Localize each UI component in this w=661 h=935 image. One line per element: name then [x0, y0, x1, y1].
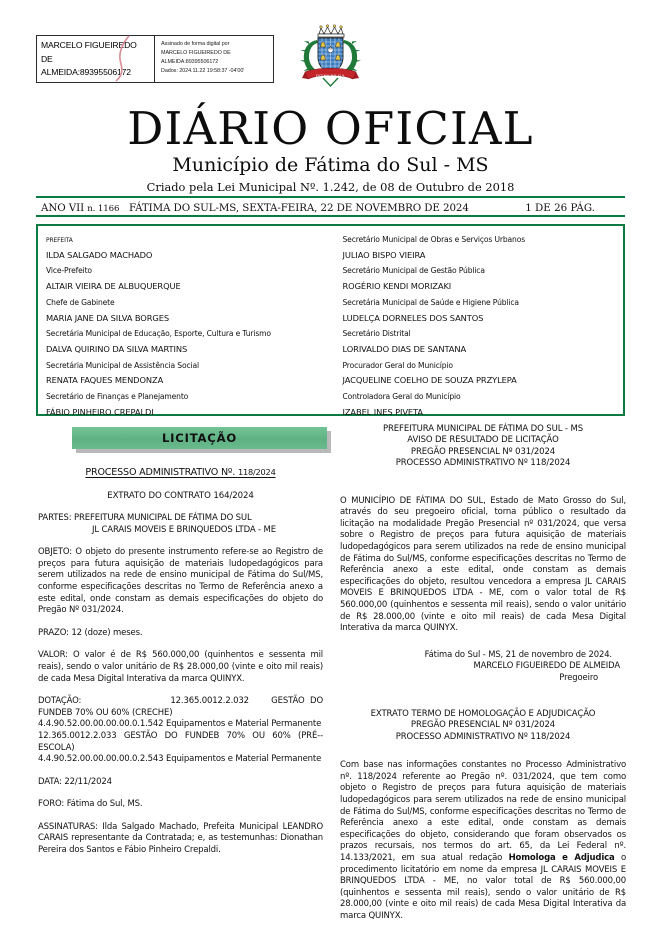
official-name: DALVA QUIRINO DA SILVA MARTINS [46, 343, 188, 354]
official-role: Vice-Prefeito [46, 266, 92, 276]
official-role: Secretário de Finanças e Planejamento [46, 392, 189, 402]
officials-column-right [331, 226, 624, 417]
official-role: Secretária Municipal de Educação, Esporte, Cultura e Turismo [46, 329, 271, 339]
page-count: 1 DE 26 PÁG. [525, 202, 595, 214]
banner-label: LICITAÇÃO [72, 427, 327, 449]
digital-signature-stamp [36, 35, 274, 83]
masthead-title: DIÁRIO OFICIAL [127, 102, 534, 155]
official-role: prefeita [46, 234, 73, 244]
valor-paragraph: VALOR: O valor é de R$ 560.000,00 (quinhentos e sessenta mil reais), sendo o valor unitário de R$ 28.000,00 (vinte e oito mil reais) de cada Mesa Digital Interativa da marca QUINYX. [38, 650, 323, 684]
issue-place-date: FÁTIMA DO SUL-MS, SEXTA-FEIRA, 22 DE NOVEMBRO DE 2024 [128, 202, 469, 214]
homologacao-paragraph [340, 760, 626, 922]
masthead-law-reference: Criado pela Lei Municipal Nº. 1.242, de 08 de Outubro de 2018 [146, 180, 515, 194]
section-banner-licitacao [72, 427, 327, 449]
official-name: IZABEL INES PIVETA [342, 406, 423, 417]
issue-year: ANO VII [41, 202, 85, 214]
masthead-subtitle: Município de Fátima do Sul - MS [172, 154, 489, 176]
official-role: Secretário Municipal de Obras e Serviços Urbanos [342, 235, 525, 244]
partes-block [38, 513, 323, 536]
officials-column-left [38, 226, 331, 417]
assinaturas-paragraph: ASSINATURAS: Ilda Salgado Machado, Prefeita Municipal LEANDRO CARAIS representante da Contratada; e, as testemunhas: Dionathan Pereira dos Santos e Fábio Pinheiro Crepaldi. [38, 821, 323, 856]
official-role: Procurador Geral do Município [342, 360, 453, 370]
municipal-coat-of-arms [299, 22, 362, 92]
homologacao-heading: EXTRATO TERMO DE HOMOLOGAÇÃO E ADJUDICAÇÃO PREGÃO PRESENCIAL Nº 031/2024 PROCESSO ADMINISTRATIVO Nº 118/2024 [370, 708, 596, 742]
official-name: ROGÉRIO KENDI MORIZAKI [342, 281, 452, 292]
signature-metadata: Assinado de forma digital por MARCELO FIGUEIREDO DE ALMEIDA:89395506172 Dados: 2024.11.22 19:58:37 -04'00' [161, 41, 245, 74]
official-name: MARIA JANE DA SILVA BORGES [46, 312, 170, 323]
objeto-paragraph: OBJETO: O objeto do presente instrumento refere-se ao Registro de preços para futura aquisição de materiais ludopedagógicos para serem utilizados na rede de ensino municipal de Fátima do Sul/MS, conforme especificações descritas no Termo de Referência anexo a este edital, onde constam as demais especificações do objeto do Pregão Nº 031/2024. [38, 547, 323, 616]
homologa-adjudica-emphasis: Homologa e Adjudica [508, 852, 615, 863]
left-text-column [38, 466, 323, 857]
spacer [340, 743, 626, 760]
official-name: ALTAIR VIEIRA DE ALBUQUERQUE [46, 281, 181, 292]
dotacao-line-3: 12.365.0012.2.033 GESTÃO DO FUNDEB 70% OU 60% (PRÉ--ESCOLA) [38, 730, 323, 753]
issue-info-bar [36, 196, 625, 217]
aviso-resultado-paragraph: O MUNICÍPIO DE FÁTIMA DO SUL, Estado de Mato Grosso do Sul, através do seu pregoeiro oficial, torna público o resultado da licitação na modalidade Pregão Presencial nº 031/2024, que versa sobre o Registro de preços para futura aquisição de materiais ludopedagógicos para serem utilizados na rede de ensino municipal de Fátima do Sul/MS, conforme especificações descritas no Termo de Referência anexo a este edital, onde constam as demais especificações do objeto, resultou vencedora a empresa JL CARAIS MOVEIS E BRINQUEDOS LTDA - ME, com o valor total de R$ 560.000,00 (quinhentos e sessenta mil reais), sendo o valor unitário de R$ 28.000,00 (vinte e oito mil reais) de cada Mesa Digital Interativa da marca QUINYX. [340, 495, 626, 634]
official-name: JACQUELINE COELHO DE SOUZA PRZYLEPA [342, 375, 517, 386]
official-role: Secretária Municipal de Saúde e Higiene Pública [342, 297, 519, 307]
official-name: LUDELÇA DORNELES DOS SANTOS [342, 312, 484, 323]
extrato-contrato-heading: EXTRATO DO CONTRATO 164/2024 [107, 491, 254, 501]
dotacao-line-2: 4.4.90.52.00.00.00.00.0.1.542 Equipamentos e Material Permanente [38, 719, 322, 730]
dotacao-line-4: 4.4.90.52.00.00.00.00.0.2.543 Equipamentos e Material Permanente [38, 754, 322, 765]
right-text-column [340, 424, 626, 923]
dotacao-block [38, 696, 323, 766]
data-line: DATA: 22/11/2024 [38, 776, 112, 787]
official-name: ILDA SALGADO MACHADO [46, 249, 153, 260]
signature-signer-name: MARCELO FIGUEIREDO DE ALMEIDA:89395506172 [41, 40, 137, 78]
foro-line: FORO: Fátima do Sul, MS. [38, 799, 143, 810]
official-name: LORIVALDO DIAS DE SANTANA [342, 343, 467, 354]
left-processo-heading: PROCESSO ADMINISTRATIVO Nº. 118/2024 [85, 467, 276, 478]
homologacao-text-part-1: Com base nas informações constantes no Processo Administrativo nº. 118/2024 referente ao Pregão nº. 031/2024, que tem como objeto o Registro de preços para futura aquisição de materiais ludopedagógicos para serem utilizados na rede de ensino municipal de Fátima do Sul/MS, conforme especificações descritas no Termo de Referência anexo a este edital, onde constam as demais especificações do objeto, considerando que foram observados os prazos recursais, nos termos do art. 65, da Lei Federal nº. 14.133/2021, em sua atual redação [340, 760, 626, 863]
signature-officer-role: Pregoeiro [559, 671, 598, 682]
dotacao-line-1: DOTAÇÃO: 12.365.0012.2.032 GESTÃO DO FUNDEB 70% OU 60% (CRECHE) [38, 696, 323, 718]
prazo-line: PRAZO: 12 (doze) meses. [38, 627, 143, 638]
official-role: Secretário Distrital [342, 329, 411, 339]
official-name: RENATA FAQUES MENDONZA [46, 375, 164, 386]
spacer [340, 470, 626, 496]
partes-line-2: JL CARAIS MOVEIS E BRINQUEDOS LTDA - ME [92, 524, 276, 535]
homologacao-text-part-2: o procedimento licitatório em nome da empresa JL CARAIS MOVEIS E BRINQUEDOS LTDA - ME, no valor total de R$ 560.000,00 (quinhentos e sessenta mil reais), sendo o valor unitário de R$ 28.000,00 (vinte e oito mil reais) de cada Mesa Digital Interativa da marca QUINYX. [340, 852, 627, 921]
signature-place-date: Fátima do Sul - MS, 21 de novembro de 2024. [424, 648, 612, 659]
issue-number: n. 1166 [87, 204, 120, 214]
pregoeiro-signature-block [340, 649, 626, 683]
signature-officer-name: MARCELO FIGUEIREDO DE ALMEIDA [473, 660, 620, 671]
svg-text:FATIMA DO SUL: FATIMA DO SUL [315, 74, 346, 78]
municipal-officials-box [36, 224, 625, 416]
issue-identifier [41, 202, 469, 214]
aviso-resultado-heading: PREFEITURA MUNICIPAL DE FÁTIMA DO SUL - MS AVISO DE RESULTADO DE LICITAÇÃO PREGÃO PRESENCIAL Nº 031/2024 PROCESSO ADMINISTRATIVO Nº 118/2024 [382, 424, 584, 469]
partes-line-1: PARTES: PREFEITURA MUNICIPAL DE FÁTIMA DO SUL [38, 513, 252, 523]
official-name: FÁBIO PINHEIRO CREPALDI [46, 406, 154, 417]
official-name: JULIAO BISPO VIEIRA [342, 249, 426, 260]
spacer [340, 683, 626, 709]
official-role: Secretário Municipal de Gestão Pública [342, 266, 485, 276]
official-role: Secretária Municipal de Assistência Social [46, 360, 199, 370]
official-role: Chefe de Gabinete [46, 297, 115, 307]
official-role: Controladora Geral do Município [342, 392, 461, 402]
